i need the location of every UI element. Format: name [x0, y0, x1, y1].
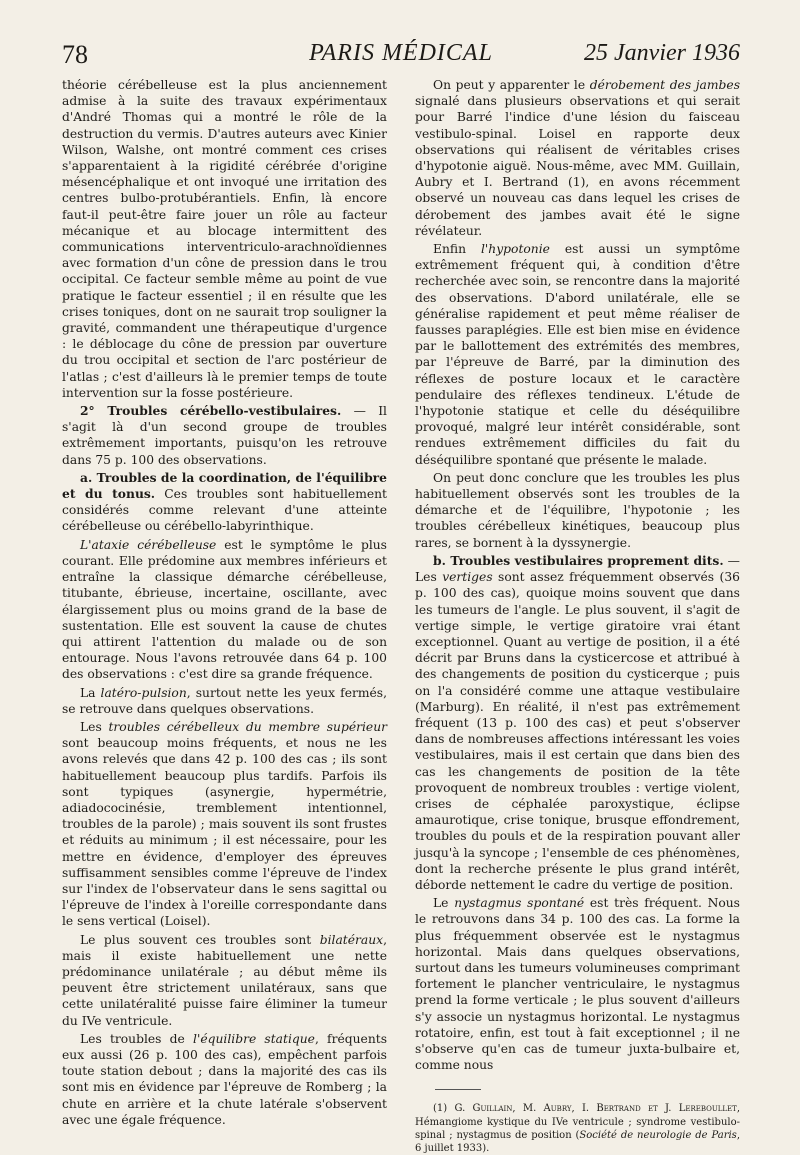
term: vertiges [442, 570, 493, 585]
paragraph: Le plus souvent ces troubles sont bilatéraux, mais il existe habituellement une nette prédominance unilatérale ; au début même ils peuvent être strictement unilatéraux, sans que cette unilatéralité puisse faire éliminer la tumeur du IVe ventricule. [62, 932, 387, 1028]
term: l'équilibre statique [193, 1031, 315, 1046]
footnote: (1) G. Guillain, M. Aubry, I. Bertrand et J. Lereboullet, Hémangiome kystique du IVe ventricule ; syndrome vestibulo-spinal ; nystagmus de position (Société de neurologie de Paris, 6 juillet 1933). [415, 1103, 740, 1154]
paragraph: On peut donc conclure que les troubles les plus habituellement observés sont les troubles de la démarche et de l'équilibre, l'hypotonie ; les troubles cérébelleux kinétiques, beaucoup plus rares, se bornent à la dyssynergie. [415, 470, 740, 550]
footnote-source: Société de neurologie de Paris [579, 1129, 737, 1141]
paragraph: On peut y apparenter le dérobement des jambes signalé dans plusieurs observations et qui serait pour Barré l'indice d'une lésion du faisceau vestibulo-spinal. Loisel en rapporte deux observations qui réalisent de véritables crises d'hypotonie aiguë. Nous-même, avec MM. Guillain, Aubry et I. Bertrand (1), en avons récemment observé un nouveau cas dans lequel les crises de dérobement des jambes avait été le signe révélateur. [415, 78, 741, 238]
paragraph: La latéro-pulsion, surtout nette les yeux fermés, se retrouve dans quelques observations. [62, 685, 388, 716]
footnote-divider [435, 1089, 481, 1090]
term: latéro-pulsion [100, 685, 187, 700]
paragraph: a. Troubles de la coordination, de l'équilibre et du tonus. Ces troubles sont habituellement considérés comme relevant d'une atteinte cérébelleuse ou cérébello-labyrinthique. [62, 469, 387, 534]
paragraph: L'ataxie cérébelleuse est le symptôme le plus courant. Elle prédomine aux membres inférieurs et entraîne la classique démarche cérébelleuse, titubante, ébrieuse, incertaine, oscillante, avec élargissement plus ou moins grand de la base de sustentation. Elle est souvent la cause de chutes qui attirent l'attention du malade ou de son entourage. Nous l'avons retrouvée dans 64 p. 100 des observations : c'est dire sa grande fréquence. [62, 537, 387, 682]
paragraph: b. Troubles vestibulaires proprement dits. — Les vertiges sont assez fréquemment observés (36 p. 100 des cas), quoique moins souvent que dans les tumeurs de l'angle. Le plus souvent, il s'agit de vertige simple, le vertige giratoire vrai étant exceptionnel. Quant au vertige de position, il a été décrit par Bruns dans la cysticercose et attribué à des changements de position du cysticerque ; puis on l'a considéré comme une attaque vestibulaire (Marburg). En réalité, il n'est pas extrêmement fréquent (13 p. 100 des cas) et peut s'observer dans de nombreuses affections intéressant les voies vestibulaires, mais il est certain que dans bien des cas les changements de position de la tête provoquent de nombreux troubles : vertige violent, crises de céphalée paroxystique, éclipse amaurotique, crise tonique, brusque effondrement, troubles du pouls et de la respiration pouvant aller jusqu'à la syncope ; l'ensemble de ces phénomènes, dont la recherche présente le plus grand intérêt, déborde nettement le cadre du vertige de position. [415, 552, 740, 892]
term: L'ataxie cérébelleuse [80, 537, 217, 552]
right-column [415, 77, 740, 1155]
term: nystagmus spontané [454, 896, 585, 911]
journal-title: PARIS MÉDICAL [309, 40, 493, 66]
subsection-heading: a. Troubles de la coordination, de l'équilibre et du tonus. [62, 469, 387, 502]
term: dérobement des jambes [589, 78, 741, 92]
left-column [62, 77, 387, 1128]
paragraph: Enfin l'hypotonie est aussi un symptôme extrêmement fréquent qui, à condition d'être recherchée avec soin, se rencontre dans la majorité des observations. D'abord unilatérale, elle se généralise rapidement et peut même réaliser de fausses paraplégies. Elle est bien mise en évidence par le ballottement des extrémités des membres, par l'épreuve de Barré, par la diminution des réflexes de posture locaux et le caractère pendulaire des réflexes tendineux. L'étude de l'hypotonie statique et celle du déséquilibre provoqué, malgré leur intérêt considérable, sont rendues extrêmement difficiles du fait du déséquilibre spontané que présente le malade. [415, 242, 740, 467]
term: l'hypotonie [480, 242, 550, 257]
paragraph: Les troubles cérébelleux du membre supérieur sont beaucoup moins fréquents, et nous ne les avons relevés que dans 42 p. 100 des cas ; ils sont habituellement beaucoup plus tardifs. Parfois ils sont typiques (asynergie, hypermétrie, adiadococinésie, tremblement intentionnel, troubles de la parole) ; mais souvent ils sont frustes et réduits au minimum ; il est nécessaire, pour les mettre en évidence, d'employer des épreuves suffisamment sensibles comme l'épreuve de l'index sur l'index de l'observateur dans le sens sagittal ou l'épreuve de l'index à l'oreille correspondante dans le sens vertical (Loisel). [62, 719, 387, 929]
paragraph: théorie cérébelleuse est la plus anciennement admise à la suite des travaux expérimentaux d'André Thomas qui a montré le rôle de la destruction du vermis. D'autres auteurs avec Kinier Wilson, Walshe, ont montré comment ces crises s'apparentaient à la rigidité cérébrée d'origine mésencéphalique et ont invoqué une irritation des centres bulbo-protubérantiels. Enfin, là encore faut-il peut-être faire jouer un rôle au facteur mécanique et au blocage intermittent des communications interventriculo-arachnoïdiennes avec formation d'un cône de pression dans le trou occipital. Ce facteur semble même au point de vue pratique le facteur essentiel ; il en résulte que les crises toniques, dont on ne saurait trop souligner la gravité, commandent une thérapeutique d'urgence : le déblocage du cône de pression par ouverture du trou occipital et section de l'arc postérieur de l'atlas ; c'est d'ailleurs là le premier temps de toute intervention sur la fosse postérieure. [62, 78, 387, 400]
paragraph: 2° Troubles cérébello-vestibulaires. — Il s'agit là d'un second groupe de troubles extrêmement importants, puisqu'on les retrouve dans 75 p. 100 des observations. [62, 403, 387, 467]
subsection-heading: b. Troubles vestibulaires proprement dits. [433, 552, 724, 568]
term: bilatéraux [319, 932, 384, 947]
running-header [62, 38, 740, 72]
term: troubles cérébelleux du membre supérieur [108, 719, 387, 734]
footnote-authors: G. Guillain, M. Aubry, I. Bertrand et J. Lereboullet, [454, 1103, 740, 1115]
page-number: 78 [62, 40, 88, 69]
section-heading: 2° Troubles cérébello-vestibulaires. [80, 403, 342, 419]
issue-date: 25 Janvier 1936 [584, 40, 740, 66]
paragraph: Les troubles de l'équilibre statique, fréquents eux aussi (26 p. 100 des cas), empêchent parfois toute station debout ; dans la majorité des cas ils sont mis en évidence par l'épreuve de Romberg ; la chute en arrière et la chute latérale s'observent avec une égale fréquence. [62, 1031, 387, 1127]
paragraph: Le nystagmus spontané est très fréquent. Nous le retrouvons dans 34 p. 100 des cas. La forme la plus fréquemment observée est le nystagmus horizontal. Mais dans quelques observations, surtout dans les tumeurs volumineuses comprimant fortement le plancher ventriculaire, le nystagmus prend la forme verticale ; le plus souvent d'ailleurs s'y associe un nystagmus horizontal. Le nystagmus rotatoire, enfin, est tout à fait exceptionnel ; il ne s'observe qu'en cas de tumeur juxta-bulbaire et, comme nous [415, 896, 740, 1073]
